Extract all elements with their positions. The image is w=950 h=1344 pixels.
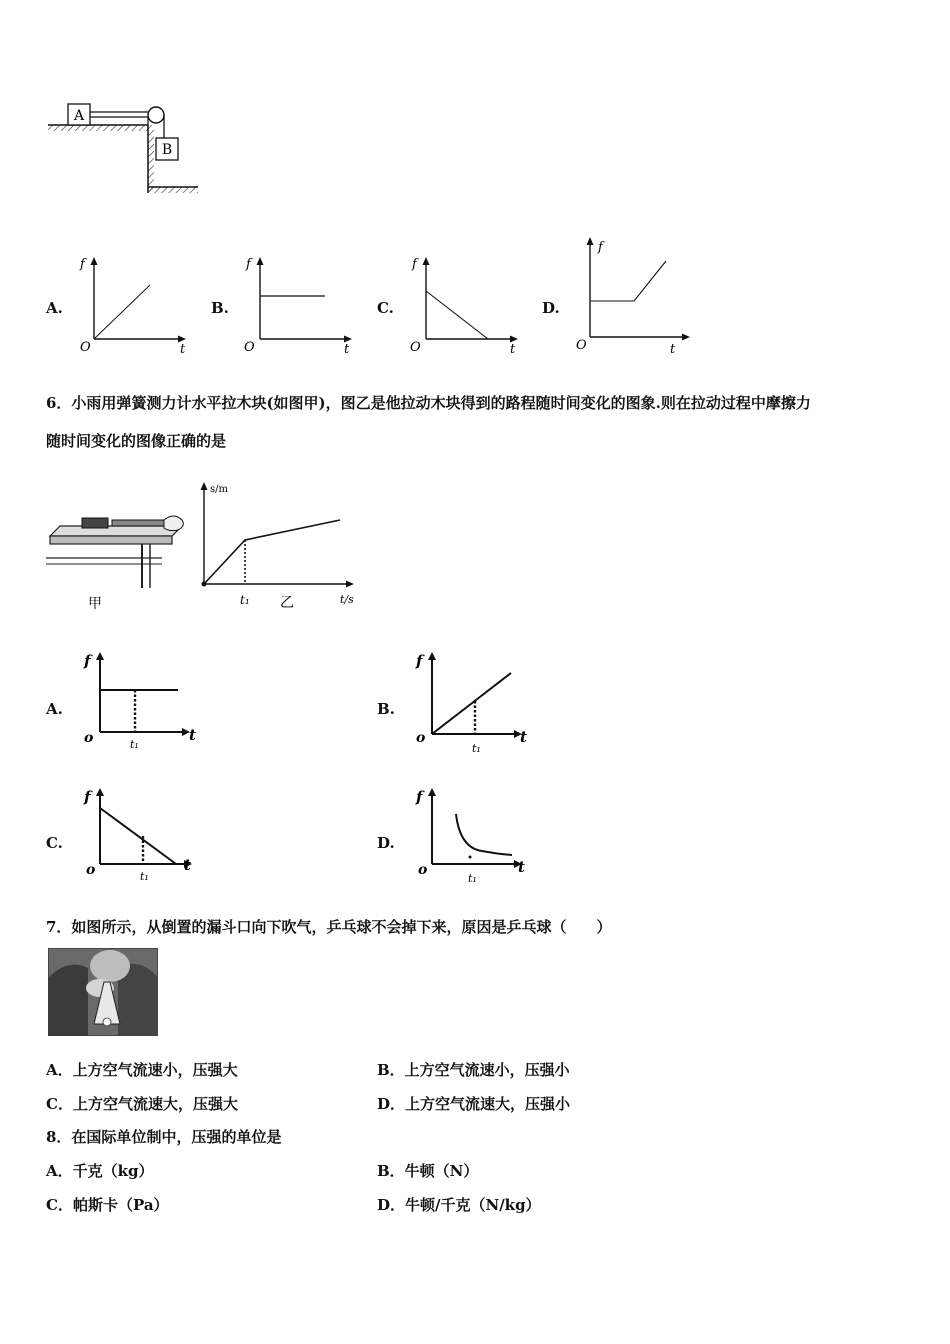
q6-option-d-graph <box>412 784 542 892</box>
q5-option-d-graph <box>568 235 698 355</box>
q7-option-c[interactable]: C．上方空气流速大，压强大 <box>46 1095 238 1113</box>
svg-text:t: t <box>518 858 525 876</box>
q6-question <box>46 384 926 460</box>
q8-option-d[interactable]: D．牛顿/千克（N/kg） <box>377 1196 541 1214</box>
svg-text:O: O <box>410 340 421 355</box>
svg-text:f: f <box>598 240 603 255</box>
q8-option-a[interactable]: A．千克（kg） <box>46 1162 154 1180</box>
q7-question: 7．如图所示，从倒置的漏斗口向下吹气，乒乓球不会掉下来，原因是乒乓球（ ） <box>46 918 612 936</box>
svg-text:O: O <box>576 338 587 353</box>
q5-option-c-label[interactable]: C. <box>377 299 394 317</box>
q5-option-c-graph <box>404 255 524 355</box>
block-b-label: B <box>161 142 173 158</box>
q6-question-line2: 随时间变化的图像正确的是 <box>46 432 227 450</box>
q6-option-b-label[interactable]: B. <box>377 700 395 718</box>
q5-pulley-figure <box>40 95 210 205</box>
svg-text:o: o <box>84 730 94 746</box>
svg-text:t: t <box>184 856 191 874</box>
q7-option-b[interactable]: B．上方空气流速小，压强小 <box>377 1061 570 1079</box>
q7-option-d[interactable]: D．上方空气流速大，压强小 <box>377 1095 571 1113</box>
svg-text:O: O <box>80 340 91 355</box>
q6-option-d-label[interactable]: D. <box>377 834 395 852</box>
svg-text:t₁: t₁ <box>140 870 149 883</box>
svg-text:t₁: t₁ <box>472 742 481 755</box>
fig-jia-label: 甲 <box>88 596 102 612</box>
q5-option-b-label[interactable]: B. <box>211 299 229 317</box>
q5-option-a-label[interactable]: A. <box>46 299 63 317</box>
svg-text:f: f <box>246 257 251 272</box>
svg-text:t₁: t₁ <box>240 593 250 607</box>
svg-text:f: f <box>416 788 423 806</box>
q6-option-c-label[interactable]: C. <box>46 834 63 852</box>
q8-question: 8．在国际单位制中，压强的单位是 <box>46 1128 282 1146</box>
pulley <box>148 107 164 123</box>
q6-figure-yi <box>190 476 370 616</box>
q7-funnel-photo <box>48 948 158 1036</box>
svg-text:O: O <box>244 340 255 355</box>
svg-text:t: t <box>520 728 527 746</box>
svg-text:f: f <box>412 257 417 272</box>
svg-text:f: f <box>84 652 91 670</box>
svg-text:t₁: t₁ <box>130 738 139 751</box>
q6-option-a-graph <box>80 648 210 752</box>
q6-option-c-graph <box>80 784 210 888</box>
svg-text:t: t <box>510 342 516 355</box>
svg-text:t/s: t/s <box>340 593 354 606</box>
svg-text:s/m: s/m <box>210 484 228 495</box>
fig-yi-label: 乙 <box>280 595 294 611</box>
q5-option-d-label[interactable]: D. <box>542 299 560 317</box>
q6-question-line1: 6．小雨用弹簧测力计水平拉木块(如图甲)，图乙是他拉动木块得到的路程随时间变化的图象.则在拉动过程中摩擦力 <box>46 394 811 412</box>
svg-text:t: t <box>189 726 196 744</box>
svg-text:t₁: t₁ <box>468 872 477 885</box>
svg-text:o: o <box>418 862 428 878</box>
svg-text:t: t <box>670 342 676 355</box>
q5-option-a-graph <box>72 255 192 355</box>
svg-text:o: o <box>86 862 96 878</box>
block-a-label: A <box>73 108 85 124</box>
svg-text:f: f <box>84 788 91 806</box>
q6-figure-jia <box>42 508 192 616</box>
q8-option-b[interactable]: B．牛顿（N） <box>377 1162 479 1180</box>
q5-option-b-graph <box>238 255 358 355</box>
q8-option-c[interactable]: C．帕斯卡（Pa） <box>46 1196 169 1214</box>
q6-option-a-label[interactable]: A. <box>46 700 63 718</box>
svg-text:f: f <box>416 652 423 670</box>
q6-option-b-graph <box>412 648 542 756</box>
q7-option-a[interactable]: A．上方空气流速小，压强大 <box>46 1061 238 1079</box>
svg-text:t: t <box>344 342 350 355</box>
svg-text:o: o <box>416 730 426 746</box>
svg-text:t: t <box>180 342 186 355</box>
svg-text:f: f <box>80 257 85 272</box>
